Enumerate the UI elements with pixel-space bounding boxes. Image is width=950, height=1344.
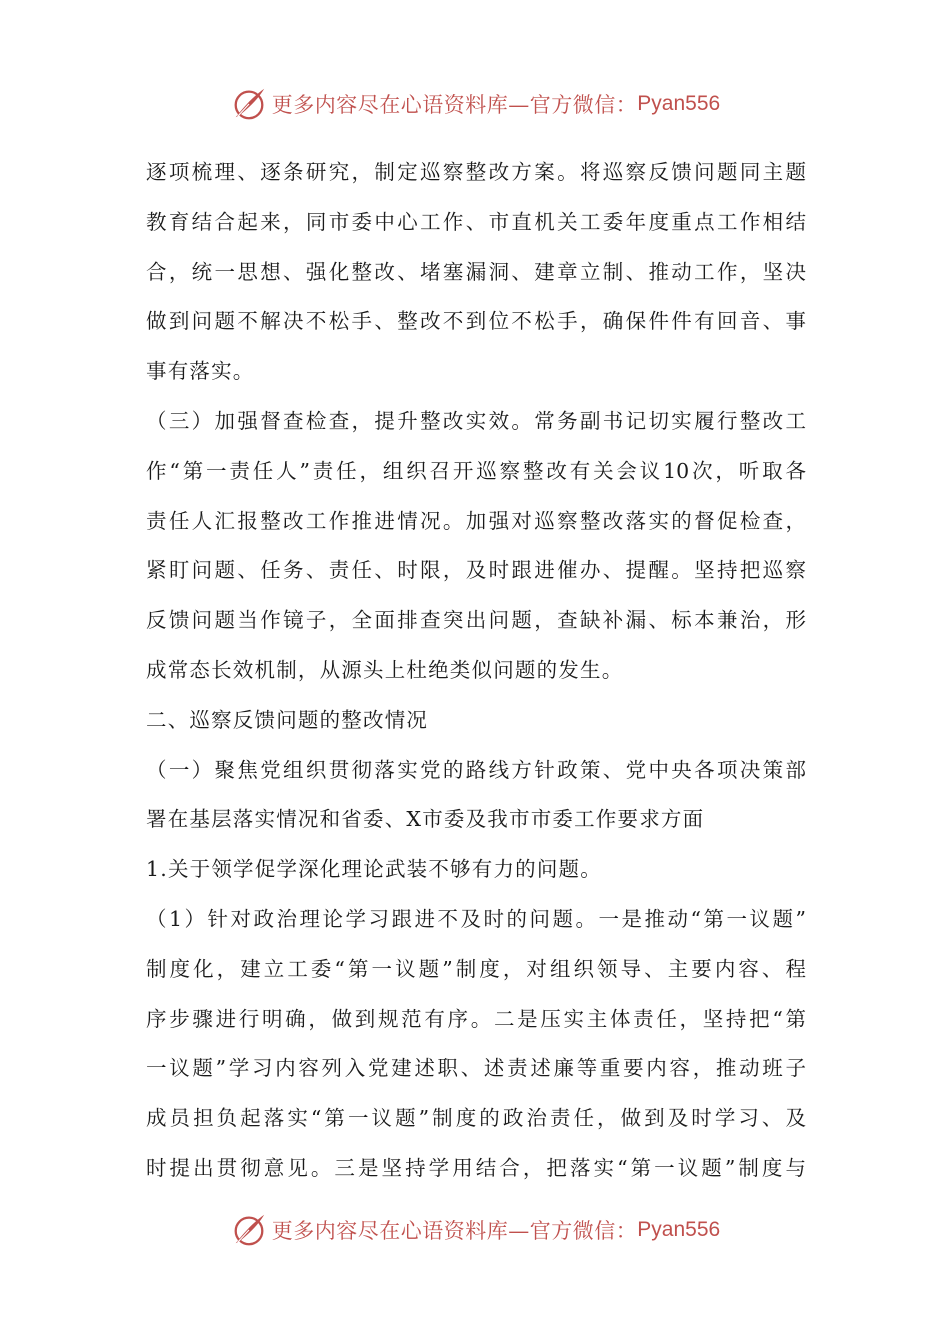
text-line: 责任人汇报整改工作推进情况。加强对巡察整改落实的督促检查， [146,508,806,533]
header-watermark-banner [0,82,950,126]
text-line: 做到问题不解决不松手、整改不到位不松手，确保件件有回音、事 [146,309,806,334]
text-line: 成员担负起落实“第一议题”制度的政治责任，做到及时学习、及 [146,1106,806,1131]
banner-wechat-handle: Pyan556 [637,92,721,115]
banner-text: 更多内容尽在心语资料库—官方微信： [271,93,638,117]
text-line: （1）针对政治理论学习跟进不及时的问题。一是推动“第一议题” [146,906,806,931]
text-line: 时提出贯彻意见。三是坚持学用结合，把落实“第一议题”制度与 [146,1155,806,1180]
text-line: 反馈问题当作镜子，全面排查突出问题，查缺补漏、标本兼治，形 [146,608,806,633]
text-line: 制度化，建立工委“第一议题”制度，对组织领导、主要内容、程 [146,956,806,981]
text-line: 作“第一责任人”责任，组织召开巡察整改有关会议10次，听取各 [146,458,806,483]
text-line: 成常态长效机制，从源头上杜绝类似问题的发生。 [146,657,624,682]
text-line: 事有落实。 [146,359,255,384]
quill-seal-icon [230,85,268,123]
text-line: 逐项梳理、逐条研究，制定巡察整改方案。将巡察反馈问题同主题 [146,160,806,184]
text-line: （一）聚焦党组织贯彻落实党的路线方针政策、党中央各项决策部 [146,757,806,782]
text-line: 紧盯问题、任务、责任、时限，及时跟进催办、提醒。坚持把巡察 [146,558,806,583]
text-line: 署在基层落实情况和省委、X市委及我市市委工作要求方面 [146,807,705,832]
quill-seal-icon [230,1211,268,1249]
document-body [146,148,806,1194]
text-line: 教育结合起来，同市委中心工作、市直机关工委年度重点工作相结 [146,209,806,234]
text-line: （三）加强督查检查，提升整改实效。常务副书记切实履行整改工 [146,408,806,433]
footer-watermark-banner [0,1208,950,1252]
banner-wechat-handle: Pyan556 [637,1218,721,1241]
text-line: 1.关于领学促学深化理论武装不够有力的问题。 [146,857,602,882]
text-line: 一议题”学习内容列入党建述职、述责述廉等重要内容，推动班子 [146,1056,806,1081]
text-line: 合，统一思想、强化整改、堵塞漏洞、建章立制、推动工作，坚决 [146,259,806,284]
text-line: 二、巡察反馈问题的整改情况 [146,707,429,732]
banner-text: 更多内容尽在心语资料库—官方微信： [271,1219,638,1243]
text-line: 序步骤进行明确，做到规范有序。二是压实主体责任，坚持把“第 [146,1006,806,1031]
